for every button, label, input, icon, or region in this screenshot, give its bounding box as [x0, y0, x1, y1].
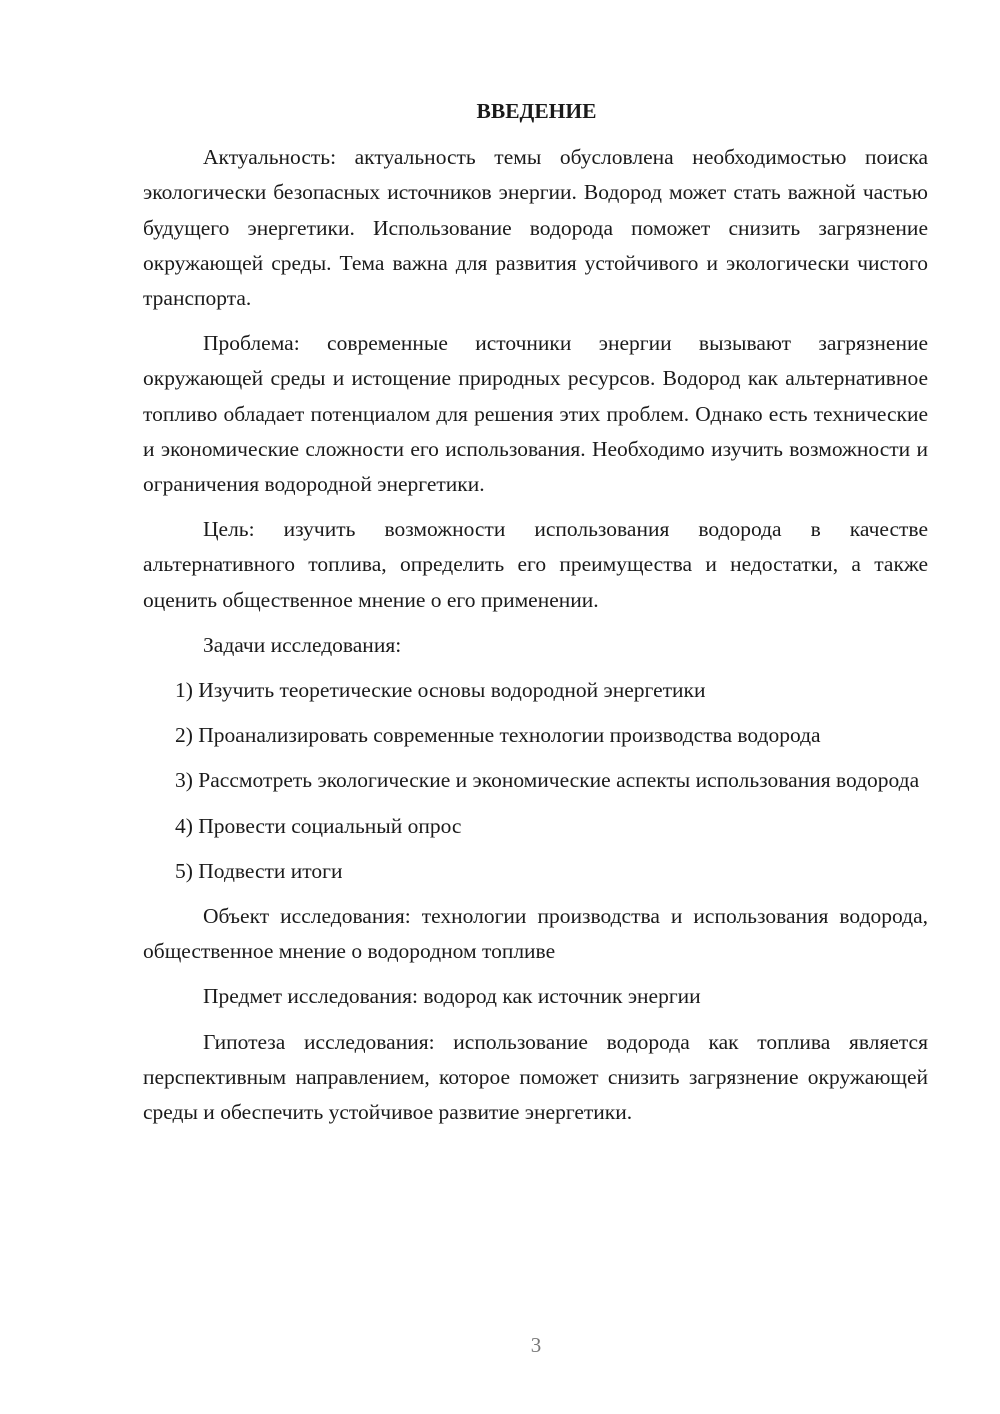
tasks-heading: Задачи исследования: — [203, 632, 402, 657]
task-item-5: 5) Подвести итоги — [175, 858, 343, 883]
goal-paragraph: Цель: изучить возможности использования водорода в качестве альтернативного топлива, определить его преимущества и недостатки, а также оценить общественное мнение о его применении. — [143, 517, 928, 612]
object-paragraph: Объект исследования: технологии производства и использования водорода, общественное мнение о водородном топливе — [143, 904, 928, 964]
task-item-2: 2) Проанализировать современные технологии производства водорода — [175, 723, 821, 748]
page-number: 3 — [530, 1333, 542, 1357]
problem-paragraph: Проблема: современные источники энергии вызывают загрязнение окружающей среды и истощение природных ресурсов. Водород как альтернативное топливо обладает потенциалом для решения этих проблем. Однако есть технические и экономические сложности его использования. Необходимо изучить возможности и ограничения водородной энергетики. — [143, 331, 928, 497]
relevance-paragraph: Актуальность: актуальность темы обусловлена необходимостью поиска экологически безопасных источников энергии. Водород может стать важной частью будущего энергетики. Использование водорода поможет снизить загрязнение окружающей среды. Тема важна для развития устойчивого и экологически чистого транспорта. — [143, 145, 928, 311]
hypothesis-paragraph: Гипотеза исследования: использование водорода как топлива является перспективным направлением, которое поможет снизить загрязнение окружающей среды и обеспечить устойчивое развитие энергетики. — [143, 1029, 928, 1125]
task-item-4: 4) Провести социальный опрос — [175, 813, 462, 838]
page-content — [143, 94, 928, 1140]
task-item-1: 1) Изучить теоретические основы водородной энергетики — [175, 678, 706, 703]
page-title: ВВЕДЕНИЕ — [476, 99, 597, 123]
subject-paragraph: Предмет исследования: водород как источник энергии — [203, 984, 701, 1009]
task-item-3: 3) Рассмотреть экологические и экономические аспекты использования водорода — [175, 768, 920, 793]
